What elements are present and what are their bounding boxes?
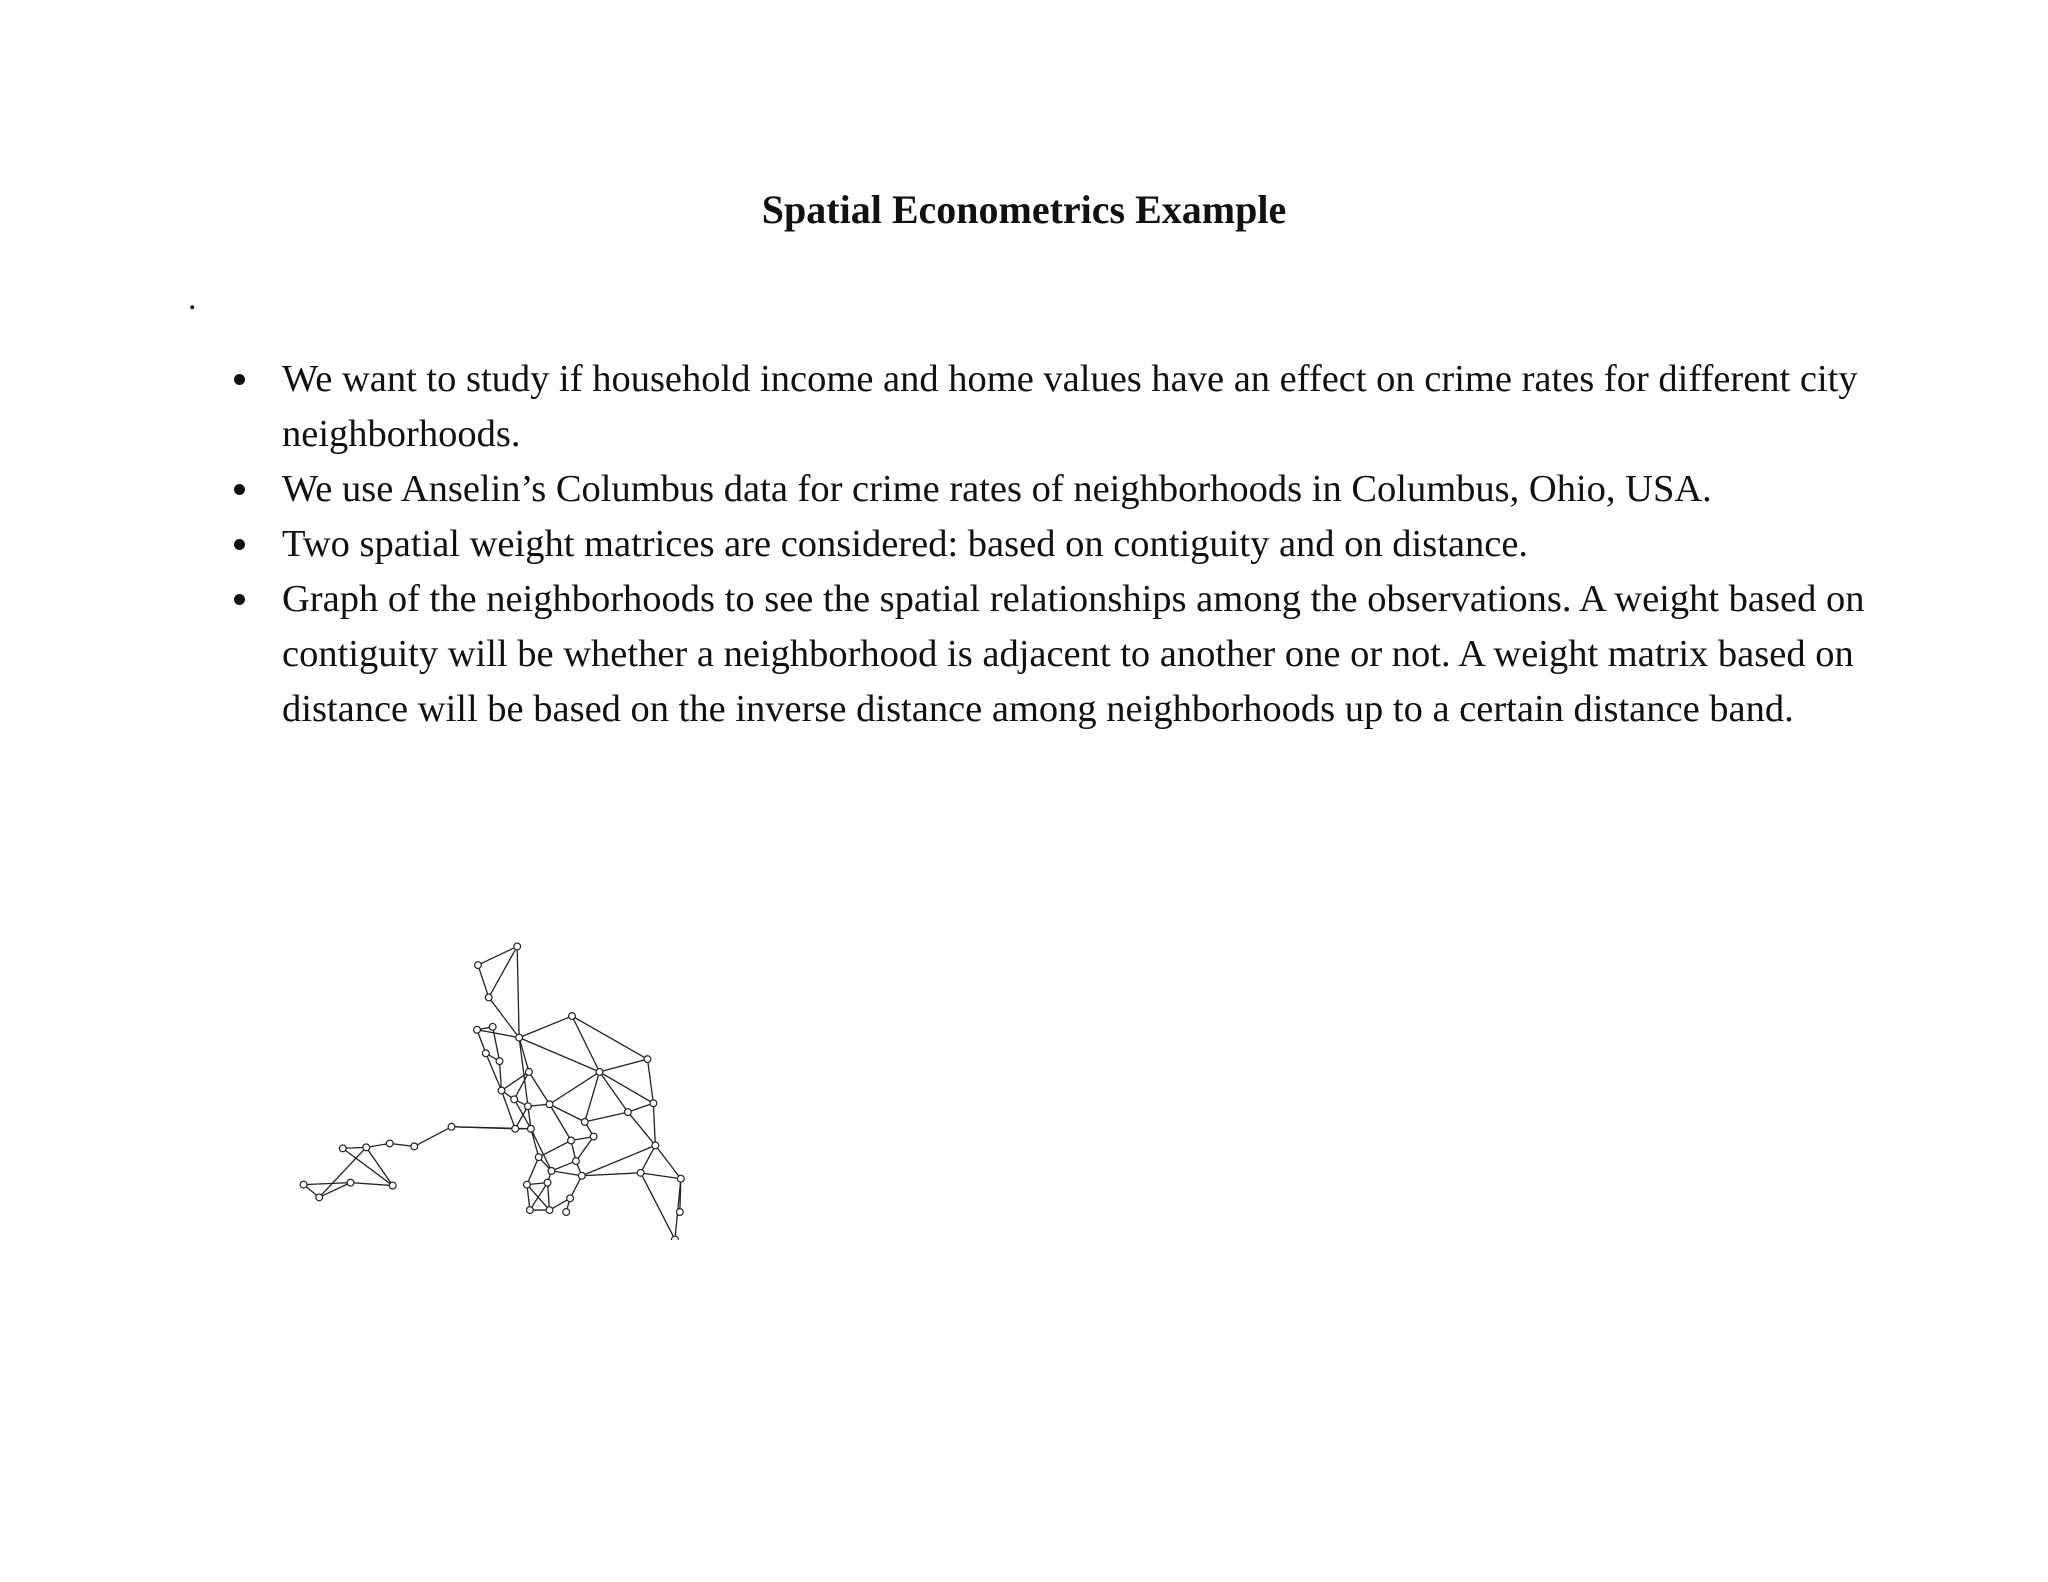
graph-edge	[489, 946, 517, 997]
graph-edge	[319, 1147, 366, 1197]
graph-node	[644, 1056, 651, 1063]
graph-node	[524, 1181, 531, 1188]
graph-node	[514, 943, 521, 950]
graph-edge	[519, 1038, 529, 1072]
graph-edge	[582, 1173, 641, 1176]
graph-edge	[641, 1173, 675, 1240]
bullet-icon	[234, 484, 245, 495]
graph-edge	[519, 1038, 599, 1072]
graph-node	[590, 1133, 597, 1140]
graph-edge	[477, 1030, 519, 1038]
graph-node	[525, 1103, 532, 1110]
graph-node	[581, 1118, 588, 1125]
bullet-list	[230, 352, 1890, 737]
graph-edge	[599, 1059, 647, 1072]
bullet-text: Graph of the neighborhoods to see the spatial relationships among the observations. A weight based on contiguity will be whether a neighborhood is adjacent to another one or not. A weight matrix based on distance will be based on the inverse distance among neighborhoods up to a certain distance band.	[282, 578, 1865, 730]
graph-edge	[576, 1137, 594, 1162]
graph-edge	[478, 965, 489, 997]
bullet-icon	[234, 539, 245, 550]
graph-node	[482, 1050, 489, 1057]
bullet-icon	[234, 374, 245, 385]
graph-edge	[599, 1072, 627, 1112]
graph-edge	[519, 1016, 572, 1038]
graph-nodes	[300, 943, 684, 1240]
graph-node	[496, 1058, 503, 1065]
graph-edge	[493, 1027, 500, 1061]
graph-node	[596, 1069, 603, 1076]
bullet-text: Two spatial weight matrices are considered: based on contiguity and on distance.	[282, 523, 1529, 565]
graph-node	[548, 1167, 555, 1174]
graph-edge	[585, 1112, 628, 1122]
bullet-text: We use Anselin’s Columbus data for crime rates of neighborhoods in Columbus, Ohio, USA.	[282, 468, 1712, 510]
graph-edge	[304, 1183, 351, 1185]
graph-edge	[628, 1103, 653, 1112]
page-title: Spatial Econometrics Example	[761, 187, 1287, 232]
graph-node	[485, 994, 492, 1001]
graph-node	[578, 1172, 585, 1179]
graph-edge	[351, 1183, 393, 1186]
graph-node	[527, 1207, 534, 1214]
graph-node	[389, 1182, 396, 1189]
graph-edge	[655, 1145, 680, 1178]
graph-edge	[641, 1145, 656, 1172]
bullet-icon	[234, 594, 245, 605]
bullet-item	[230, 572, 1890, 737]
graph-edge	[582, 1145, 656, 1175]
graph-edge	[548, 1183, 550, 1210]
graph-edge	[530, 1183, 548, 1210]
bullet-item	[230, 462, 1890, 517]
graph-node	[386, 1140, 393, 1147]
graph-node	[544, 1179, 551, 1186]
graph-edge	[529, 1072, 550, 1104]
graph-edge	[517, 946, 519, 1037]
graph-node	[676, 1209, 683, 1216]
graph-node	[527, 1125, 534, 1132]
bullet-text: We want to study if household income and home values have an effect on crime rates for different city neighborhoods.	[282, 358, 1858, 455]
bullet-item	[230, 352, 1890, 462]
graph-edge	[531, 1129, 552, 1171]
graph-node	[569, 1013, 576, 1020]
graph-node	[546, 1207, 553, 1214]
graph-node	[535, 1154, 542, 1161]
neighborhood-graph	[280, 920, 720, 1240]
graph-edge	[641, 1173, 681, 1179]
stray-mark: .	[188, 280, 197, 317]
graph-edge	[319, 1183, 350, 1198]
graph-node	[363, 1144, 370, 1151]
graph-node	[411, 1143, 418, 1150]
graph-edges	[304, 946, 681, 1239]
graph-node	[475, 962, 482, 969]
graph-node	[546, 1101, 553, 1108]
graph-node	[567, 1195, 574, 1202]
graph-node	[652, 1142, 659, 1149]
graph-node	[347, 1179, 354, 1186]
graph-node	[498, 1087, 505, 1094]
graph-edge	[414, 1127, 451, 1147]
graph-node	[448, 1123, 455, 1130]
graph-node	[474, 1026, 481, 1033]
graph-node	[625, 1109, 632, 1116]
graph-node	[300, 1181, 307, 1188]
graph-edge	[527, 1157, 539, 1184]
graph-node	[563, 1209, 570, 1216]
graph-node	[677, 1175, 684, 1182]
graph-edge	[653, 1103, 655, 1145]
graph-node	[511, 1096, 518, 1103]
graph-edge	[572, 1016, 647, 1059]
bullet-item	[230, 517, 1890, 572]
graph-edge	[366, 1147, 392, 1185]
graph-node	[650, 1100, 657, 1107]
graph-node	[637, 1169, 644, 1176]
graph-node	[516, 1034, 523, 1041]
graph-node	[512, 1125, 519, 1132]
graph-node	[526, 1069, 533, 1076]
graph-edge	[628, 1112, 655, 1145]
graph-node	[316, 1194, 323, 1201]
graph-node	[339, 1145, 346, 1152]
graph-node	[672, 1236, 679, 1240]
graph-node	[489, 1023, 496, 1030]
graph-node	[573, 1158, 580, 1165]
graph-node	[568, 1137, 575, 1144]
graph-edge	[599, 1072, 653, 1103]
graph-edge	[648, 1059, 654, 1103]
graph-edge	[551, 1171, 581, 1176]
